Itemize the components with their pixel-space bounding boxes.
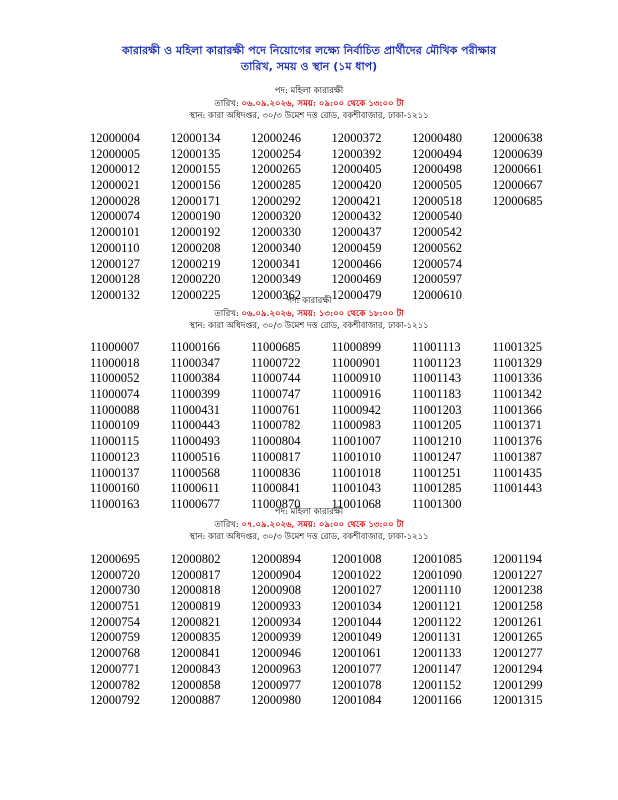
roll-number: 11000836 [251,465,301,480]
section-3-post: পদ: মহিলা কারারক্ষী [274,507,344,517]
roll-number: 12000667 [492,178,543,193]
roll-number: 12000894 [251,552,301,566]
roll-number: 12000695 [90,552,140,566]
roll-number: 12000782 [90,677,140,692]
roll-number: 11000137 [90,465,140,480]
roll-number: 12000479 [331,287,382,302]
roll-number: 11001336 [492,371,543,386]
roll-number: 12000685 [492,193,543,208]
roll-number: 12001194 [492,552,543,566]
roll-number: 12000939 [251,630,301,645]
roll-number: 12001227 [492,567,543,582]
section-3-date-label: তারিখ: [214,520,239,530]
roll-number: 11000901 [331,355,382,370]
section-1-date-label: তারিখ: [214,99,239,109]
roll-number: 12000843 [170,661,221,676]
roll-number: 11001123 [412,355,462,370]
roll-number: 12000246 [251,131,301,145]
roll-number: 11001342 [492,387,543,402]
roll-number: 12000505 [412,178,462,193]
roll-number: 11001010 [331,449,382,464]
roll-number: 12000134 [170,131,221,145]
roll-number: 11000744 [251,371,301,386]
roll-number: 12000074 [90,209,140,224]
roll-number: 12000190 [170,209,221,224]
section-1-date-value: ০৬.০৯.২০২৬, সময়: ০৯:০০ থেকে ১৩:০০ টা [241,99,404,109]
roll-number: 12000540 [412,209,462,224]
section-2-venue: স্থান: কারা অধিদপ্তর, ৩০/৩ উমেশ দত্ত রোড, বকশীবাজার, ঢাকা-১২১১ [189,321,429,331]
roll-number: 11000685 [251,340,301,354]
roll-number: 12000171 [170,193,221,208]
section-3-date [0,519,618,531]
roll-number: 12000759 [90,630,140,645]
roll-number: 12001258 [492,599,543,614]
roll-number: 12000372 [331,131,382,145]
section-2-date [0,308,618,320]
roll-number: 12000818 [170,583,221,598]
roll-number: 11000983 [331,418,382,433]
roll-number: 12000792 [90,693,140,708]
roll-number: 12000101 [90,225,140,240]
roll-number: 11000115 [90,434,140,449]
roll-number: 12001265 [492,630,543,645]
roll-number: 11000493 [170,434,221,449]
section-1-post: পদ: মহিলা কারারক্ষী [274,86,344,96]
document-title-line2: তারিখ, সময় ও স্থান (১ম ধাপ) [240,60,378,73]
roll-number: 11000761 [251,402,301,417]
roll-number: 12000821 [170,614,221,629]
roll-number: 12000432 [331,209,382,224]
roll-number: 12001122 [412,614,462,629]
roll-number: 11000899 [331,340,382,354]
roll-number: 12001131 [412,630,462,645]
roll-number: 11000910 [331,371,382,386]
roll-number: 11000166 [170,340,221,354]
roll-number: 11000841 [251,481,301,496]
roll-number: 11000052 [90,371,140,386]
roll-number: 12000730 [90,583,140,598]
roll-number: 12000265 [251,162,301,177]
roll-number: 12001121 [412,599,462,614]
roll-number: 12000021 [90,178,140,193]
roll-number: 12000004 [90,131,140,145]
roll-number: 12000028 [90,193,140,208]
roll-number: 11001366 [492,402,543,417]
roll-number: 11000817 [251,449,301,464]
roll-number: 11001285 [412,481,462,496]
roll-number: 12000469 [331,272,382,287]
roll-number: 12000494 [412,146,462,161]
section-3-venue: স্থান: কারা অধিদপ্তর, ৩০/৩ উমেশ দত্ত রোড, বকশীবাজার, ঢাকা-১২১১ [189,532,429,542]
roll-number: 12000220 [170,272,221,287]
roll-number: 12000285 [251,178,301,193]
section-1-date [0,98,618,110]
roll-number: 11000347 [170,355,221,370]
roll-number: 11000782 [251,418,301,433]
roll-number: 11000160 [90,481,140,496]
roll-number: 12001294 [492,661,543,676]
roll-number: 12000542 [412,225,462,240]
roll-number: 12000459 [331,240,382,255]
roll-number: 12001078 [331,677,382,692]
roll-number: 11000804 [251,434,301,449]
roll-number: 11000722 [251,355,301,370]
roll-number: 12000405 [331,162,382,177]
section-1-venue: স্থান: কারা অধিদপ্তর, ৩০/৩ উমেশ দত্ত রোড, বকশীবাজার, ঢাকা-১২১১ [189,111,429,121]
roll-number [493,225,574,241]
roll-number: 12000392 [331,146,382,161]
roll-number: 12000225 [170,287,221,302]
section-1-roll-grid [90,131,573,304]
section-2-roll-grid [90,340,573,513]
roll-number: 12000768 [90,646,140,661]
roll-number: 12001008 [331,552,382,566]
roll-number: 12000977 [251,677,301,692]
roll-number: 11001376 [492,434,543,449]
roll-number [493,272,574,288]
roll-number: 11000443 [170,418,221,433]
roll-number: 11000747 [251,387,301,402]
roll-number: 12001034 [331,599,382,614]
roll-number: 11001435 [492,465,543,480]
roll-number: 12000562 [412,240,462,255]
roll-number: 11001113 [412,340,461,354]
roll-number: 12000340 [251,240,301,255]
roll-number: 12001147 [412,661,462,676]
roll-number: 12000437 [331,225,382,240]
roll-number: 12001315 [492,693,543,708]
roll-number: 12000819 [170,599,221,614]
roll-number: 12000498 [412,162,462,177]
roll-number: 12001061 [331,646,382,661]
roll-number: 12001152 [412,677,462,692]
roll-number: 12000292 [251,193,301,208]
roll-number: 12001049 [331,630,382,645]
roll-number [493,257,574,273]
roll-number [493,209,574,225]
roll-number: 12000254 [251,146,301,161]
roll-number: 12000341 [251,256,301,271]
roll-number: 11000611 [170,481,220,496]
roll-number: 12000720 [90,567,140,582]
roll-number: 12001085 [412,552,462,566]
roll-number: 12000420 [331,178,382,193]
roll-number: 11001143 [412,371,462,386]
roll-number: 12000005 [90,146,140,161]
roll-number: 12000933 [251,599,301,614]
roll-number: 11000018 [90,355,140,370]
roll-number: 12000751 [90,599,140,614]
roll-number: 11001325 [492,340,543,354]
section-2-date-value: ০৬.০৯.২০২৬, সময়: ১৩:০০ থেকে ১৮:০০ টা [241,309,404,319]
roll-number: 12000155 [170,162,221,177]
roll-number: 11000431 [170,402,221,417]
roll-number: 12000135 [170,146,221,161]
roll-number: 11001371 [492,418,543,433]
roll-number: 11000163 [90,496,140,511]
roll-number: 12000208 [170,240,221,255]
document-title-line1: কারারক্ষী ও মহিলা কারারক্ষী পদে নিয়োগের লক্ষ্যে নির্বাচিত প্রার্থীদের মৌখিক পরীক্ষার [121,44,497,57]
roll-number: 12000466 [331,256,382,271]
section-2-date-label: তারিখ: [214,309,239,319]
roll-number [493,241,574,257]
roll-number: 12001238 [492,583,543,598]
roll-number: 12001133 [412,646,462,661]
roll-number: 11001300 [412,496,462,511]
roll-number: 11000516 [170,449,221,464]
roll-number: 11001210 [412,434,462,449]
roll-number: 11001043 [331,481,382,496]
roll-number: 12000638 [492,131,543,145]
roll-number: 11001183 [412,387,462,402]
section-3-roll-grid [90,552,573,709]
roll-number: 11000677 [170,496,221,511]
roll-number: 11000384 [170,371,221,386]
roll-number: 12000421 [331,193,382,208]
roll-number: 11000123 [90,449,140,464]
roll-number: 12000887 [170,693,221,708]
roll-number: 11000399 [170,387,221,402]
roll-number: 12000908 [251,583,301,598]
roll-number: 11000074 [90,387,140,402]
roll-number: 12000661 [492,162,543,177]
roll-number: 12000610 [412,287,462,302]
roll-number: 12000192 [170,225,221,240]
section-2-post: পদ: কারারক্ষী [286,296,332,306]
roll-number: 12000320 [251,209,301,224]
roll-number: 11000088 [90,402,140,417]
roll-number: 12001166 [412,693,462,708]
roll-number: 11001018 [331,465,382,480]
roll-number: 11000568 [170,465,221,480]
roll-number: 12000127 [90,256,140,271]
roll-number: 12000330 [251,225,301,240]
roll-number: 12000349 [251,272,301,287]
roll-number: 12001261 [492,614,543,629]
roll-number: 11000870 [251,496,301,511]
roll-number: 12000980 [251,693,301,708]
roll-number: 12000639 [492,146,543,161]
roll-number: 11001251 [412,465,462,480]
roll-number: 12000574 [412,256,462,271]
roll-number: 12001277 [492,646,543,661]
roll-number: 12000156 [170,178,221,193]
roll-number: 11000109 [90,418,140,433]
roll-number: 12001084 [331,693,382,708]
roll-number: 12000946 [251,646,301,661]
roll-number: 12000802 [170,552,221,566]
roll-number: 11001247 [412,449,462,464]
roll-number: 11001329 [492,355,543,370]
roll-number: 12001044 [331,614,382,629]
roll-number: 12001090 [412,567,462,582]
roll-number: 12000597 [412,272,462,287]
roll-number: 12000963 [251,661,301,676]
roll-number: 12000480 [412,131,462,145]
roll-number: 11001443 [492,481,543,496]
roll-number: 12000110 [90,240,140,255]
roll-number: 12000904 [251,567,301,582]
section-3-date-value: ০৭.০৯.২০২৬, সময়: ০৯:০০ থেকে ১৩:০০ টা [241,520,404,530]
roll-number: 12000012 [90,162,140,177]
roll-number: 12000858 [170,677,221,692]
roll-number: 12001027 [331,583,382,598]
roll-number: 12001022 [331,567,382,582]
roll-number: 11001387 [492,449,543,464]
roll-number: 11001205 [412,418,462,433]
roll-number: 12001077 [331,661,382,676]
roll-number: 12001110 [412,583,462,598]
roll-number: 12000754 [90,614,140,629]
roll-number: 12000771 [90,661,140,676]
roll-number: 12000362 [251,287,301,302]
roll-number: 11001007 [331,434,382,449]
roll-number: 11000942 [331,402,382,417]
roll-number: 12000817 [170,567,221,582]
roll-number: 11001203 [412,402,462,417]
roll-number: 12000518 [412,193,462,208]
roll-number: 12000841 [170,646,221,661]
roll-number: 12000128 [90,272,140,287]
roll-number: 11000916 [331,387,382,402]
roll-number: 12000219 [170,256,221,271]
roll-number: 12000835 [170,630,221,645]
roll-number: 11001068 [331,496,382,511]
roll-number: 12001299 [492,677,543,692]
roll-number: 11000007 [90,340,140,354]
roll-number: 12000934 [251,614,301,629]
roll-number: 12000132 [90,287,140,302]
